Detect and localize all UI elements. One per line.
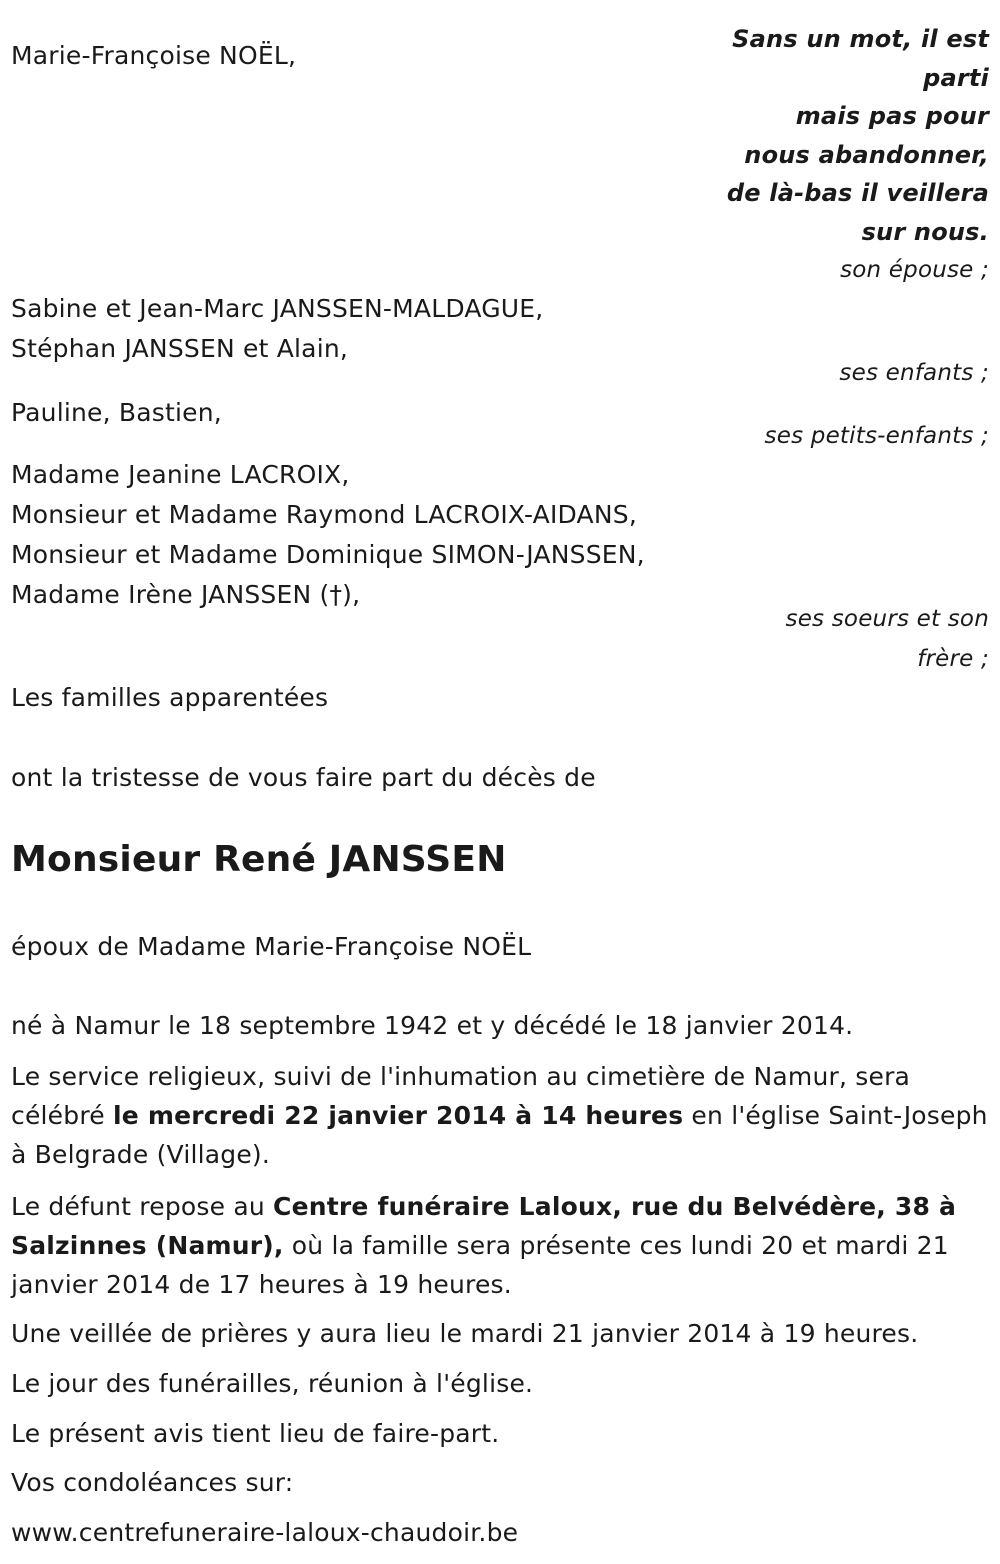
service-text: Le service religieux, suivi de l'inhumation au cimetière de Namur, sera célébré — [11, 1062, 911, 1130]
sibling-line: Monsieur et Madame Raymond LACROIX-AIDANS, — [11, 500, 637, 529]
condolences-label: Vos condoléances sur: — [11, 1468, 294, 1497]
repose-text: Le défunt repose au — [11, 1192, 274, 1221]
sibling-line: Madame Jeanine LACROIX, — [11, 460, 350, 489]
repose-times: où la famille sera présente ces lundi 20 et mardi 21 janvier 2014 de 17 heures à 19 heures. — [11, 1231, 949, 1299]
husband-of-text: époux de Madame Marie-Françoise NOËL — [11, 932, 532, 961]
repose-location: Centre funéraire Laloux, rue du Belvédère, 38 à Salzinnes (Namur), — [11, 1192, 957, 1260]
notice-text: Le présent avis tient lieu de faire-part. — [11, 1419, 500, 1448]
service-location: en l'église Saint-Joseph à Belgrade (Village). — [11, 1101, 988, 1169]
announcement-text: ont la tristesse de vous faire part du décès de — [11, 763, 596, 792]
grandchildren-line: Pauline, Bastien, — [11, 398, 222, 427]
sibling-line: Madame Irène JANSSEN (†), — [11, 580, 361, 609]
poem-line: parti — [923, 63, 989, 92]
sibling-line: Monsieur et Madame Dominique SIMON-JANSSEN, — [11, 540, 645, 569]
grandchildren-role: ses petits-enfants ; — [764, 423, 989, 449]
poem — [709, 20, 989, 251]
spouse-role: son épouse ; — [840, 257, 989, 283]
poem-line: Sans un mot, il est — [732, 25, 989, 53]
birth-death-text: né à Namur le 18 septembre 1942 et y décédé le 18 janvier 2014. — [11, 1011, 854, 1040]
poem-line: sur nous. — [861, 217, 989, 246]
siblings-role-line: frère ; — [917, 646, 989, 672]
poem-line: nous abandonner, — [744, 140, 989, 169]
website-link[interactable]: www.centrefuneraire-laloux-chaudoir.be — [11, 1518, 519, 1547]
deceased-name: Monsieur René JANSSEN — [11, 839, 507, 880]
siblings-role-line: ses soeurs et son — [785, 606, 989, 632]
children-line: Sabine et Jean-Marc JANSSEN-MALDAGUE, — [11, 294, 544, 323]
poem-line: de là-bas il veillera — [726, 179, 989, 207]
service-paragraph — [11, 1057, 991, 1174]
funeral-day-text: Le jour des funérailles, réunion à l'église. — [11, 1369, 534, 1398]
children-line: Stéphan JANSSEN et Alain, — [11, 334, 349, 363]
spouse-name: Marie-Françoise NOËL, — [11, 41, 297, 70]
poem-line: mais pas pour — [795, 102, 989, 130]
repose-paragraph — [11, 1187, 991, 1304]
families-text: Les familles apparentées — [11, 683, 329, 712]
children-role: ses enfants ; — [839, 360, 989, 386]
service-date: le mercredi 22 janvier 2014 à 14 heures — [112, 1101, 684, 1130]
vigil-text: Une veillée de prières y aura lieu le mardi 21 janvier 2014 à 19 heures. — [11, 1319, 919, 1348]
